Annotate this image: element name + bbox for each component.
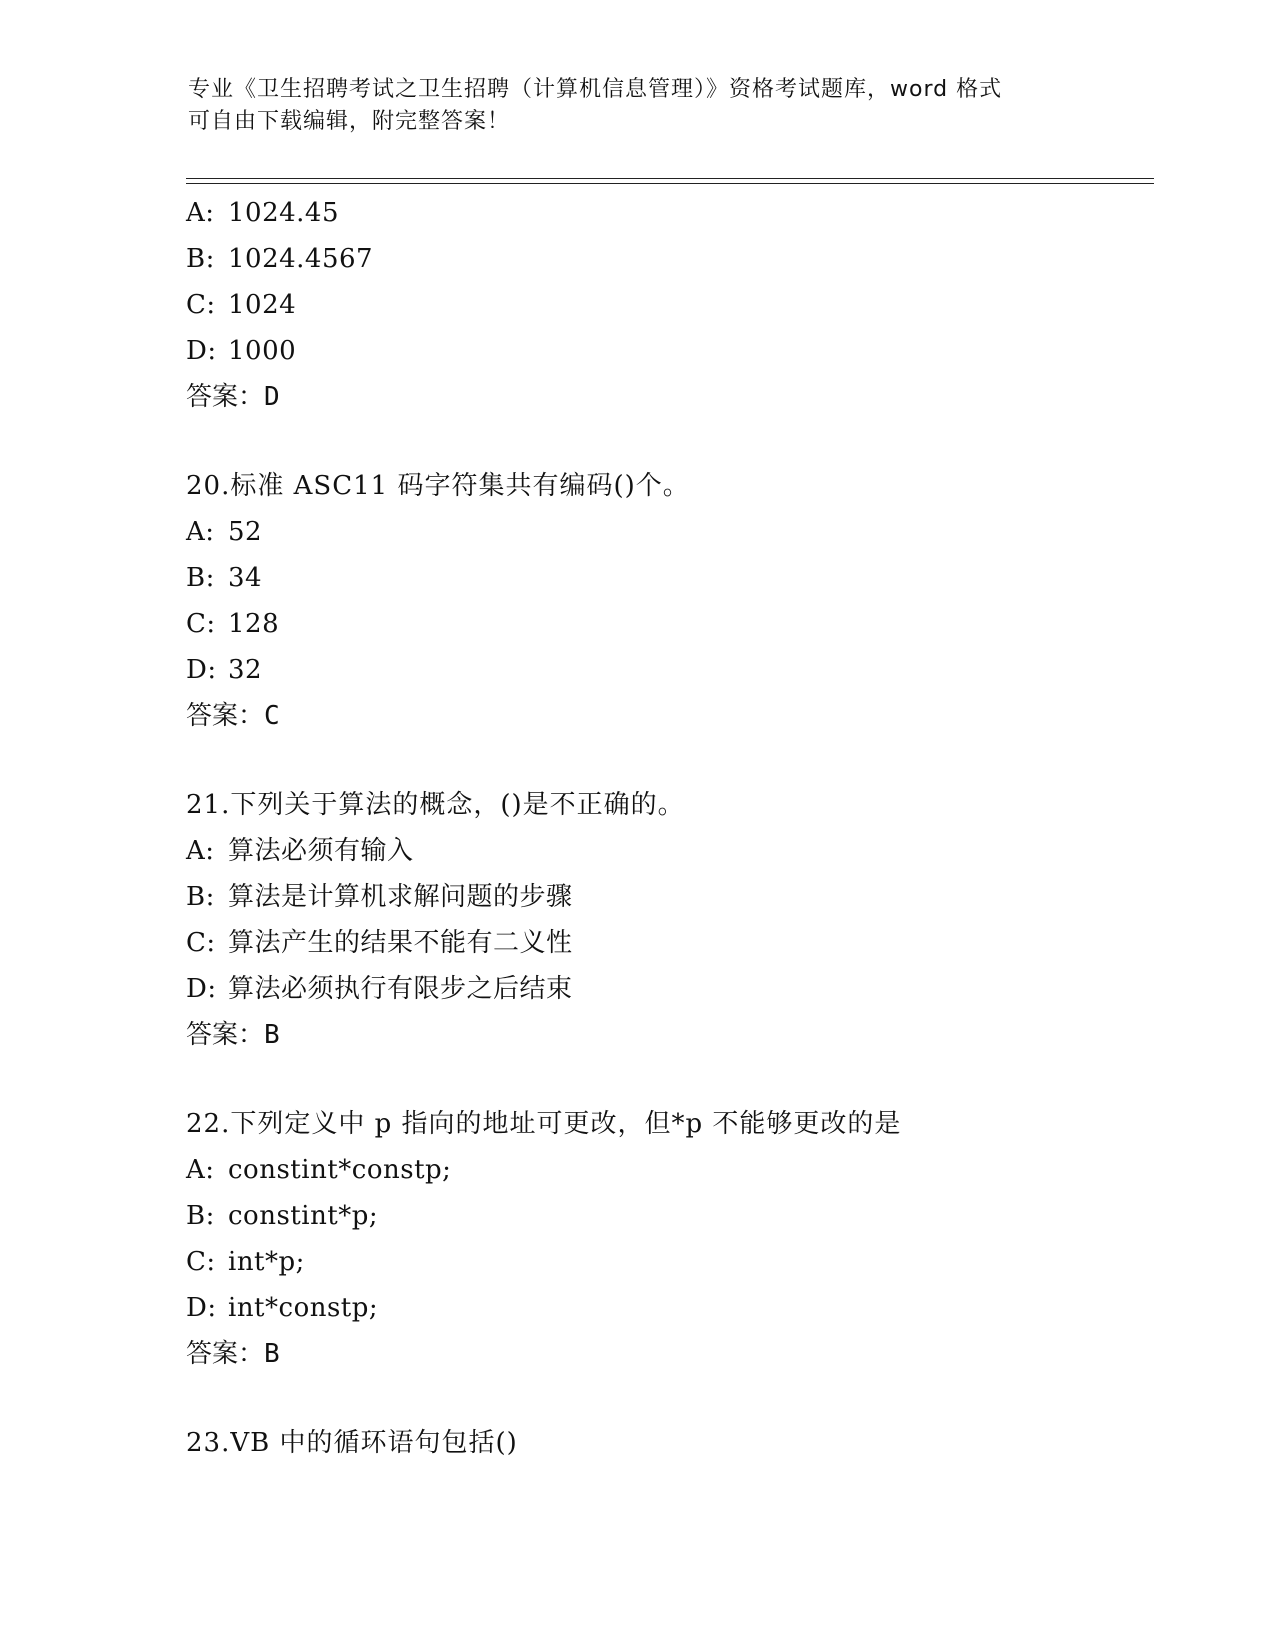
header-line-2: 可自由下载编辑，附完整答案！: [188, 109, 511, 134]
header-line-1: 专业《卫生招聘考试之卫生招聘（计算机信息管理）》资格考试题库，word 格式: [188, 77, 1003, 102]
question-text: 23.VB 中的循环语句包括(): [186, 1428, 518, 1458]
option-a: A: constint*constp;: [186, 1155, 452, 1185]
question-text: 22.下列定义中 p 指向的地址可更改，但*p 不能够更改的是: [186, 1109, 902, 1139]
question-block-19: [186, 190, 1146, 420]
question-block-21: [186, 782, 1146, 1058]
option-b: B: 算法是计算机求解问题的步骤: [186, 882, 573, 912]
option-d: D: 32: [186, 655, 263, 685]
option-b: B: 1024.4567: [186, 244, 374, 274]
question-text: 21.下列关于算法的概念，()是不正确的。: [186, 790, 685, 820]
option-c: C: 128: [186, 609, 280, 639]
option-b: B: 34: [186, 563, 263, 593]
option-a: A: 算法必须有输入: [186, 836, 414, 866]
option-b: B: constint*p;: [186, 1201, 379, 1231]
question-list: [186, 190, 1146, 1466]
question-text: 20.标准 ASC11 码字符集共有编码()个。: [186, 471, 690, 501]
question-block-23: [186, 1420, 1146, 1466]
answer-line: 答案：C: [186, 701, 280, 731]
question-block-20: [186, 463, 1146, 739]
option-c: C: 算法产生的结果不能有二义性: [186, 928, 573, 958]
answer-line: 答案：B: [186, 1020, 280, 1050]
option-d: D: int*constp;: [186, 1293, 379, 1323]
answer-line: 答案：B: [186, 1339, 280, 1369]
document-header: [188, 74, 1088, 138]
option-d: D: 算法必须执行有限步之后结束: [186, 974, 573, 1004]
question-block-22: [186, 1101, 1146, 1377]
option-a: A: 1024.45: [186, 198, 340, 228]
answer-line: 答案：D: [186, 382, 280, 412]
option-c: C: 1024: [186, 290, 297, 320]
header-rule-top: [186, 178, 1154, 179]
option-a: A: 52: [186, 517, 263, 547]
header-rule-bottom: [186, 183, 1154, 184]
option-c: C: int*p;: [186, 1247, 305, 1277]
option-d: D: 1000: [186, 336, 297, 366]
